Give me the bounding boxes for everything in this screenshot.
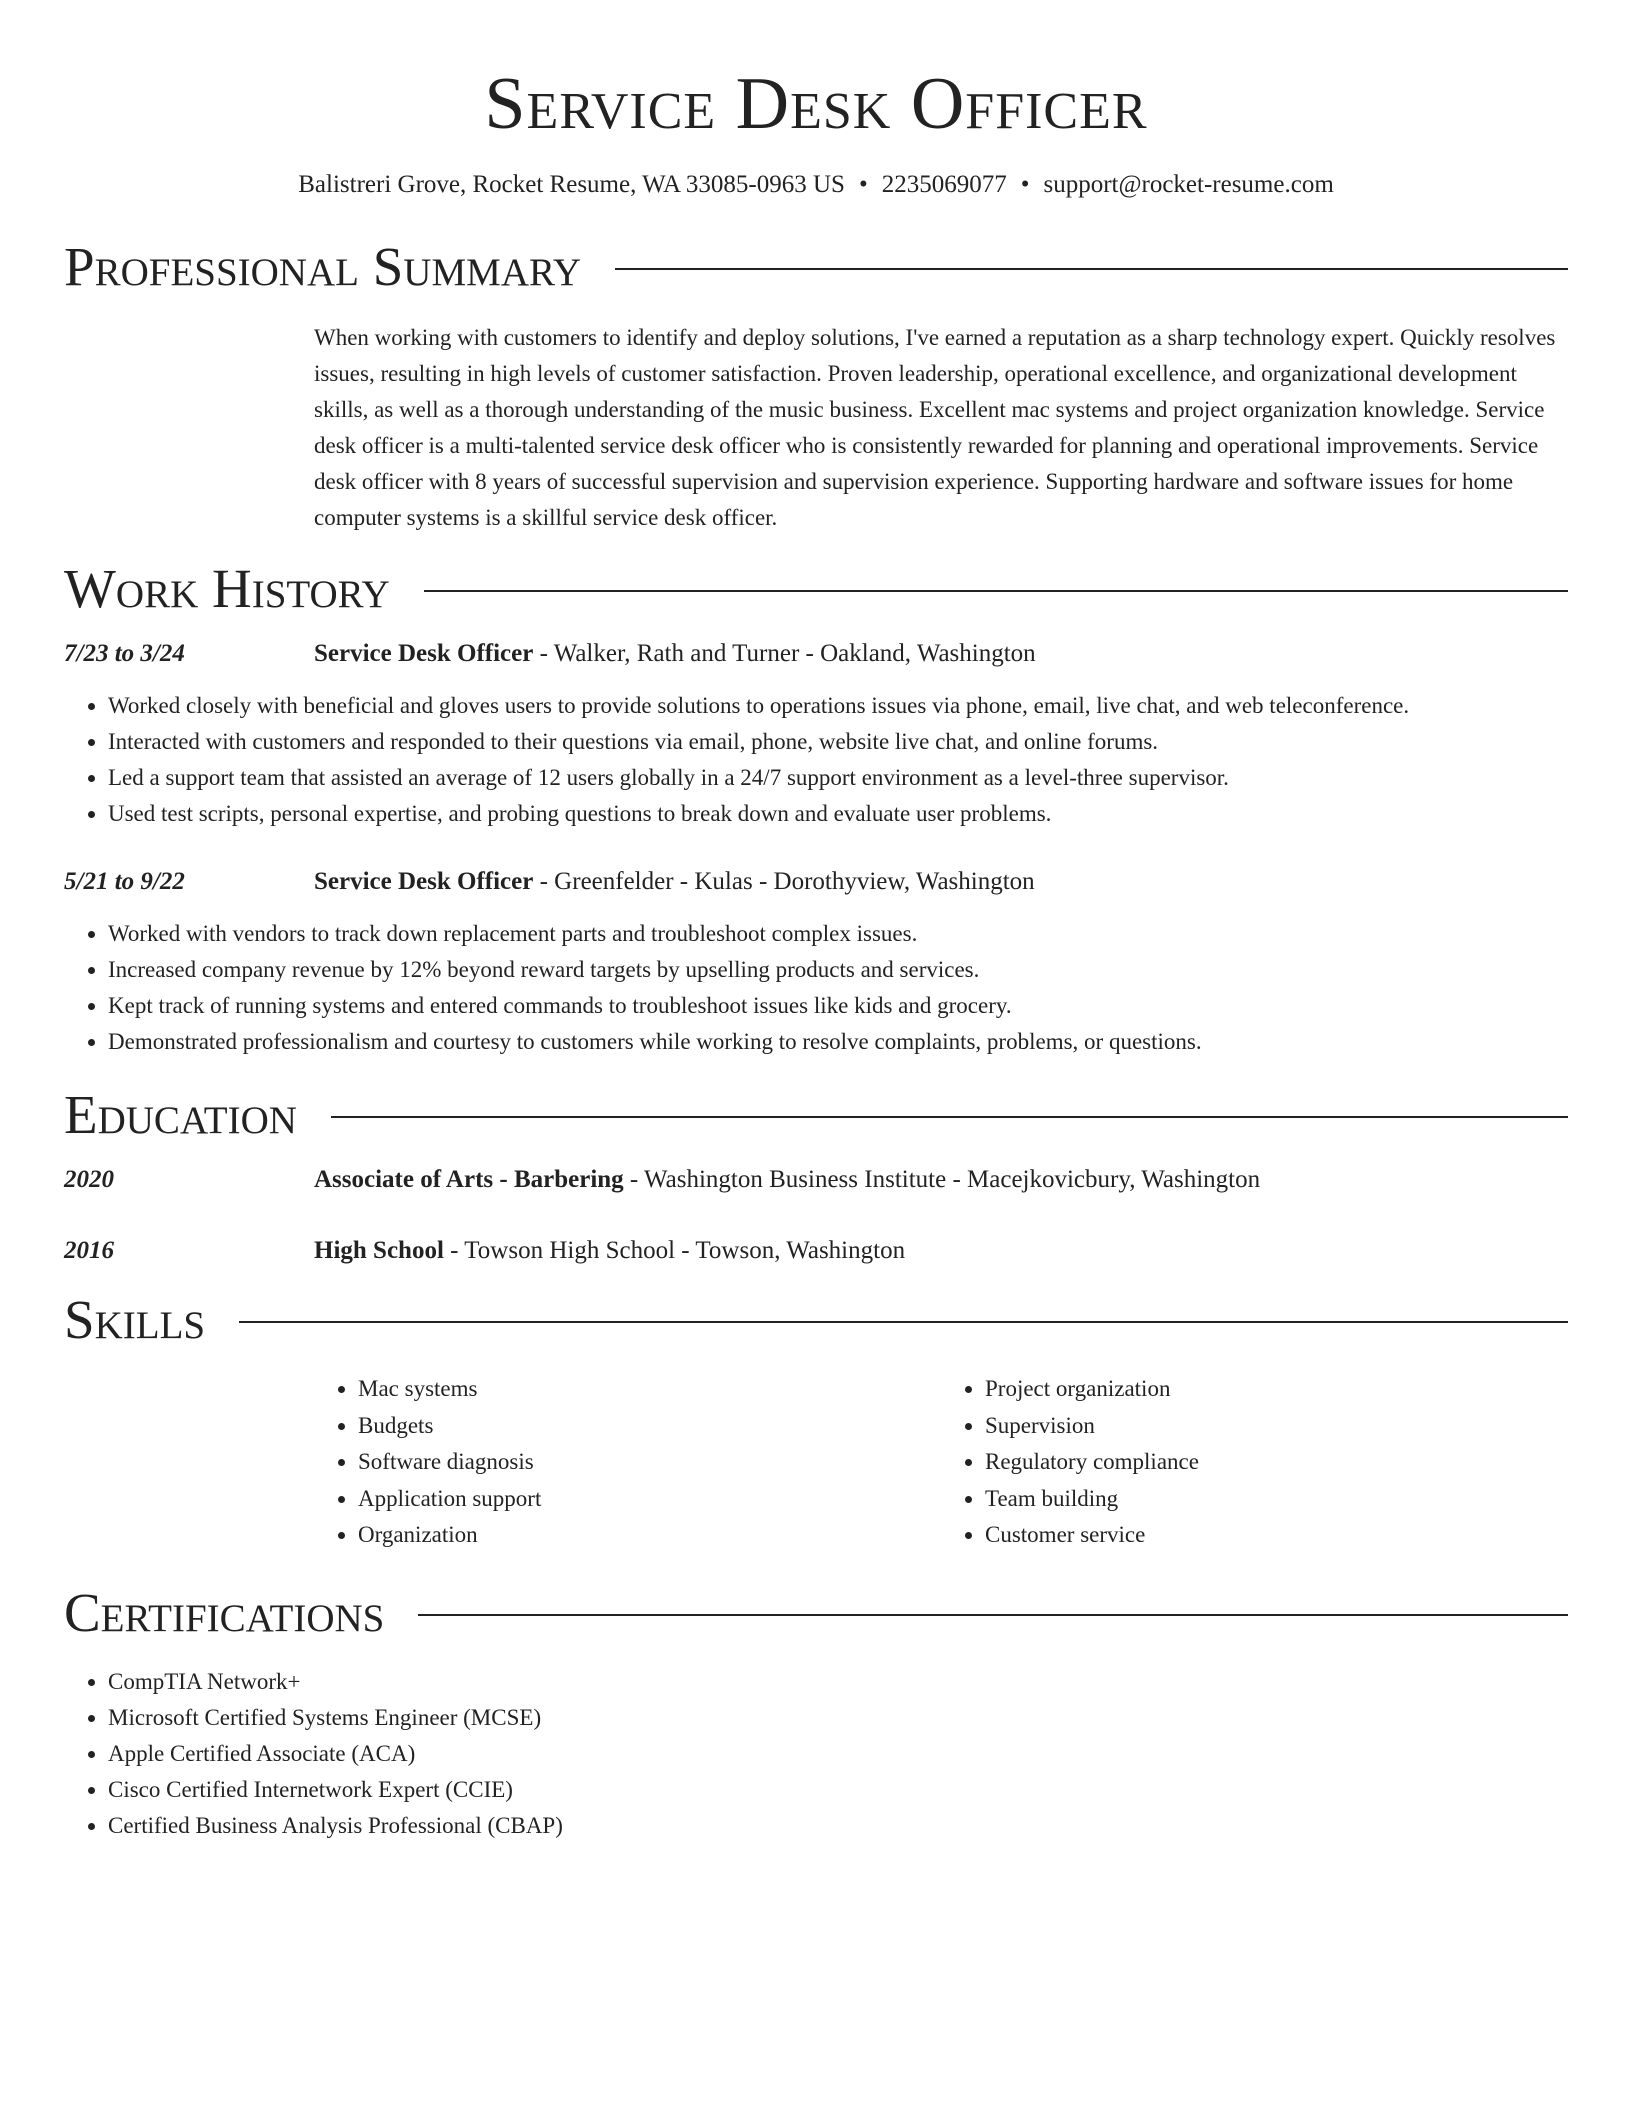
- skills-section-header: [64, 1287, 1568, 1353]
- section-divider: [424, 590, 1568, 592]
- education-year: 2020: [64, 1166, 114, 1193]
- education-degree: High School: [314, 1237, 444, 1264]
- section-divider: [239, 1321, 1568, 1323]
- list-item: • Led a support team that assisted an average of 12 users globally in a 24/7 support environment as a level-three supervisor.: [108, 760, 1568, 796]
- skills-heading: Skills: [64, 1289, 206, 1350]
- certification-item: • Cisco Certified Internetwork Expert (CCIE): [108, 1772, 1568, 1808]
- education-entry: [64, 1233, 1568, 1269]
- skill-item: • Team building: [985, 1481, 1568, 1518]
- job-title-line: [314, 636, 1036, 672]
- certification-item: • Certified Business Analysis Professional (CBAP): [108, 1808, 1568, 1844]
- summary-section-header: [64, 234, 1568, 300]
- job-title-line: [314, 864, 1035, 900]
- candidate-name: Service Desk Officer: [484, 63, 1148, 145]
- email: support@rocket-resume.com: [1043, 171, 1334, 198]
- job-header: [64, 636, 1568, 672]
- education-line: [314, 1162, 1260, 1198]
- section-divider: [615, 268, 1568, 270]
- list-item: • Interacted with customers and responded to their questions via email, phone, website live chat, and online forums.: [108, 724, 1568, 760]
- job-details: - Walker, Rath and Turner - Oakland, Washington: [533, 640, 1036, 667]
- job-dates: 5/21 to 9/22: [64, 868, 185, 895]
- skill-item: • Budgets: [358, 1408, 941, 1445]
- contact-line: [64, 168, 1568, 202]
- section-divider: [418, 1614, 1568, 1616]
- summary-text: When working with customers to identify and deploy solutions, I've earned a reputation as a sharp technology expert. Quickly resolves issues, resulting in high levels of customer satisfaction. Proven leadership, operational excellence, and organizational development skills, as well as a thorough understanding of the music business. Excellent mac systems and project organization knowledge. Service desk officer is a multi-talented service desk officer who is consistently rewarded for planning and operational improvements. Service desk officer with 8 years of successful supervision and supervision experience. Supporting hardware and software issues for home computer systems is a skillful service desk officer.: [314, 325, 1556, 530]
- section-divider: [331, 1116, 1568, 1118]
- education-year: 2016: [64, 1237, 114, 1264]
- skill-item: • Customer service: [985, 1517, 1568, 1554]
- education-heading: Education: [64, 1084, 297, 1145]
- skill-item: • Supervision: [985, 1408, 1568, 1445]
- job-title: Service Desk Officer: [314, 640, 534, 667]
- skill-item: • Regulatory compliance: [985, 1444, 1568, 1481]
- job-entry: [64, 636, 1568, 832]
- certification-item: • CompTIA Network+: [108, 1664, 1568, 1700]
- certification-item: • Microsoft Certified Systems Engineer (MCSE): [108, 1700, 1568, 1736]
- job-entry: [64, 864, 1568, 1060]
- education-line: [314, 1233, 905, 1269]
- job-header: [64, 864, 1568, 900]
- certifications-section-header: [64, 1580, 1568, 1646]
- education-details: - Towson High School - Towson, Washington: [443, 1237, 906, 1264]
- list-item: • Worked closely with beneficial and gloves users to provide solutions to operations issues via phone, email, live chat, and web teleconference.: [108, 688, 1568, 724]
- job-title: Service Desk Officer: [314, 868, 534, 895]
- education-details: - Washington Business Institute - Macejkovicbury, Washington: [623, 1166, 1261, 1193]
- separator: •: [1020, 171, 1030, 198]
- list-item: • Used test scripts, personal expertise, and probing questions to break down and evaluate user problems.: [108, 796, 1568, 832]
- list-item: • Demonstrated professionalism and courtesy to customers while working to resolve complaints, problems, or questions.: [108, 1024, 1568, 1060]
- certifications-list: [64, 1664, 1568, 1844]
- job-details: - Greenfelder - Kulas - Dorothyview, Washington: [533, 868, 1035, 895]
- summary-heading: Professional Summary: [64, 236, 582, 297]
- education-entry: [64, 1162, 1568, 1198]
- skill-item: • Organization: [358, 1517, 941, 1554]
- skill-item: • Mac systems: [358, 1371, 941, 1408]
- skills-grid: [314, 1371, 1568, 1554]
- list-item: • Increased company revenue by 12% beyond reward targets by upselling products and services.: [108, 952, 1568, 988]
- skills-column-left: [314, 1371, 941, 1554]
- education-degree: Associate of Arts - Barbering: [314, 1166, 624, 1193]
- skills-column-right: [941, 1371, 1568, 1554]
- skill-item: • Software diagnosis: [358, 1444, 941, 1481]
- address: Balistreri Grove, Rocket Resume, WA 33085-0963 US: [298, 171, 845, 198]
- job-dates: 7/23 to 3/24: [64, 640, 185, 667]
- list-item: • Worked with vendors to track down replacement parts and troubleshoot complex issues.: [108, 916, 1568, 952]
- phone: 2235069077: [881, 171, 1007, 198]
- skill-item: • Application support: [358, 1481, 941, 1518]
- work-heading: Work History: [64, 558, 390, 619]
- work-section-header: [64, 556, 1568, 622]
- education-section-header: [64, 1082, 1568, 1148]
- separator: •: [858, 171, 868, 198]
- certifications-heading: Certifications: [64, 1581, 385, 1643]
- job-bullets: [64, 916, 1568, 1060]
- certification-item: • Apple Certified Associate (ACA): [108, 1736, 1568, 1772]
- list-item: • Kept track of running systems and entered commands to troubleshoot issues like kids and grocery.: [108, 988, 1568, 1024]
- skill-item: • Project organization: [985, 1371, 1568, 1408]
- job-bullets: [64, 688, 1568, 832]
